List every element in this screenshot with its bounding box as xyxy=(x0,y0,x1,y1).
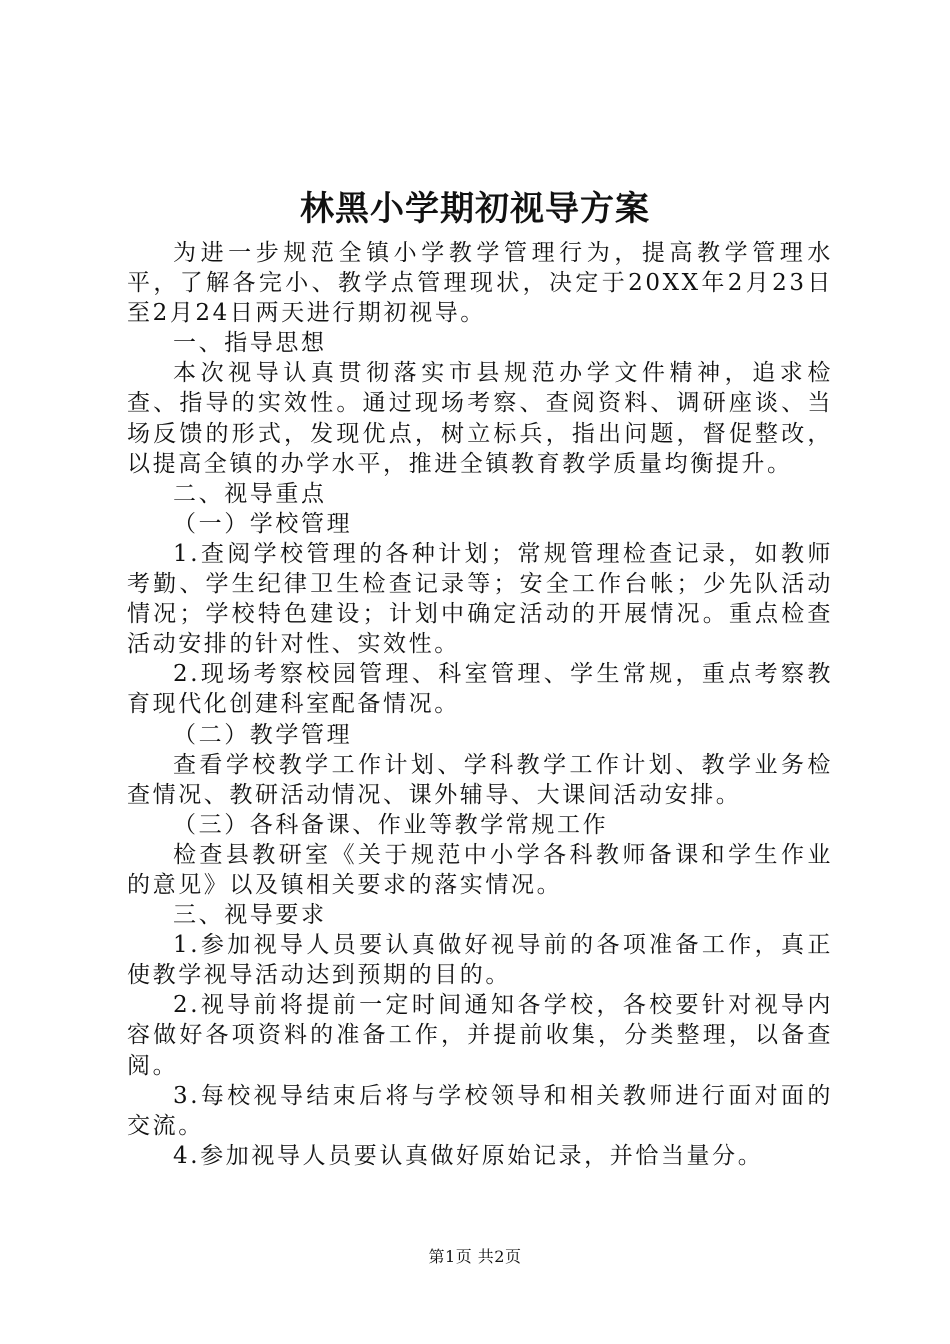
page-number-footer: 第1页 共2页 xyxy=(428,1247,522,1266)
subsection-heading-1: （一）学校管理 xyxy=(173,510,353,537)
paragraph-item: 3.每校视导结束后将与学校领导和相关教师进行面对面的交流。 xyxy=(127,1082,833,1139)
paragraph-item: 2.视导前将提前一定时间通知各学校，各校要针对视导内容做好各项资料的准备工作，并提前收集，分类整理，以备查阅。 xyxy=(127,992,833,1079)
paragraph-item: 1.查阅学校管理的各种计划；常规管理检查记录，如教师考勤、学生纪律卫生检查记录等；安全工作台帐；少先队活动情况；学校特色建设；计划中确定活动的开展情况。重点检查活动安排的针对性、实效性。 xyxy=(127,540,833,658)
paragraph-item: 检查县教研室《关于规范中小学各科教师备课和学生作业的意见》以及镇相关要求的落实情况。 xyxy=(127,841,833,898)
document-body xyxy=(127,238,833,1171)
paragraph-item: 2.现场考察校园管理、科室管理、学生常规，重点考察教育现代化创建科室配备情况。 xyxy=(127,661,833,718)
paragraph-item: 4.参加视导人员要认真做好原始记录，并恰当量分。 xyxy=(173,1142,764,1169)
paragraph-item: 1.参加视导人员要认真做好视导前的各项准备工作，真正使教学视导活动达到预期的目的。 xyxy=(127,932,833,989)
paragraph-item: 查看学校教学工作计划、学科教学工作计划、教学业务检查情况、教研活动情况、课外辅导、大课间活动安排。 xyxy=(127,751,833,808)
document-title: 林黑小学期初视导方案 xyxy=(300,189,650,229)
paragraph-intro: 为进一步规范全镇小学教学管理行为，提高教学管理水平，了解各完小、教学点管理现状，决定于20XX年2月23日至2月24日两天进行期初视导。 xyxy=(127,240,833,327)
section-heading-2: 二、视导重点 xyxy=(173,480,327,507)
subsection-heading-2: （二）教学管理 xyxy=(173,721,353,748)
paragraph-guiding-idea: 本次视导认真贯彻落实市县规范办学文件精神，追求检查、指导的实效性。通过现场考察、查阅资料、调研座谈、当场反馈的形式，发现优点，树立标兵，指出问题，督促整改，以提高全镇的办学水平，推进全镇教育教学质量均衡提升。 xyxy=(127,360,833,477)
section-heading-1: 一、指导思想 xyxy=(173,330,327,357)
subsection-heading-3: （三）各科备课、作业等教学常规工作 xyxy=(173,811,609,838)
section-heading-3: 三、视导要求 xyxy=(173,902,327,929)
